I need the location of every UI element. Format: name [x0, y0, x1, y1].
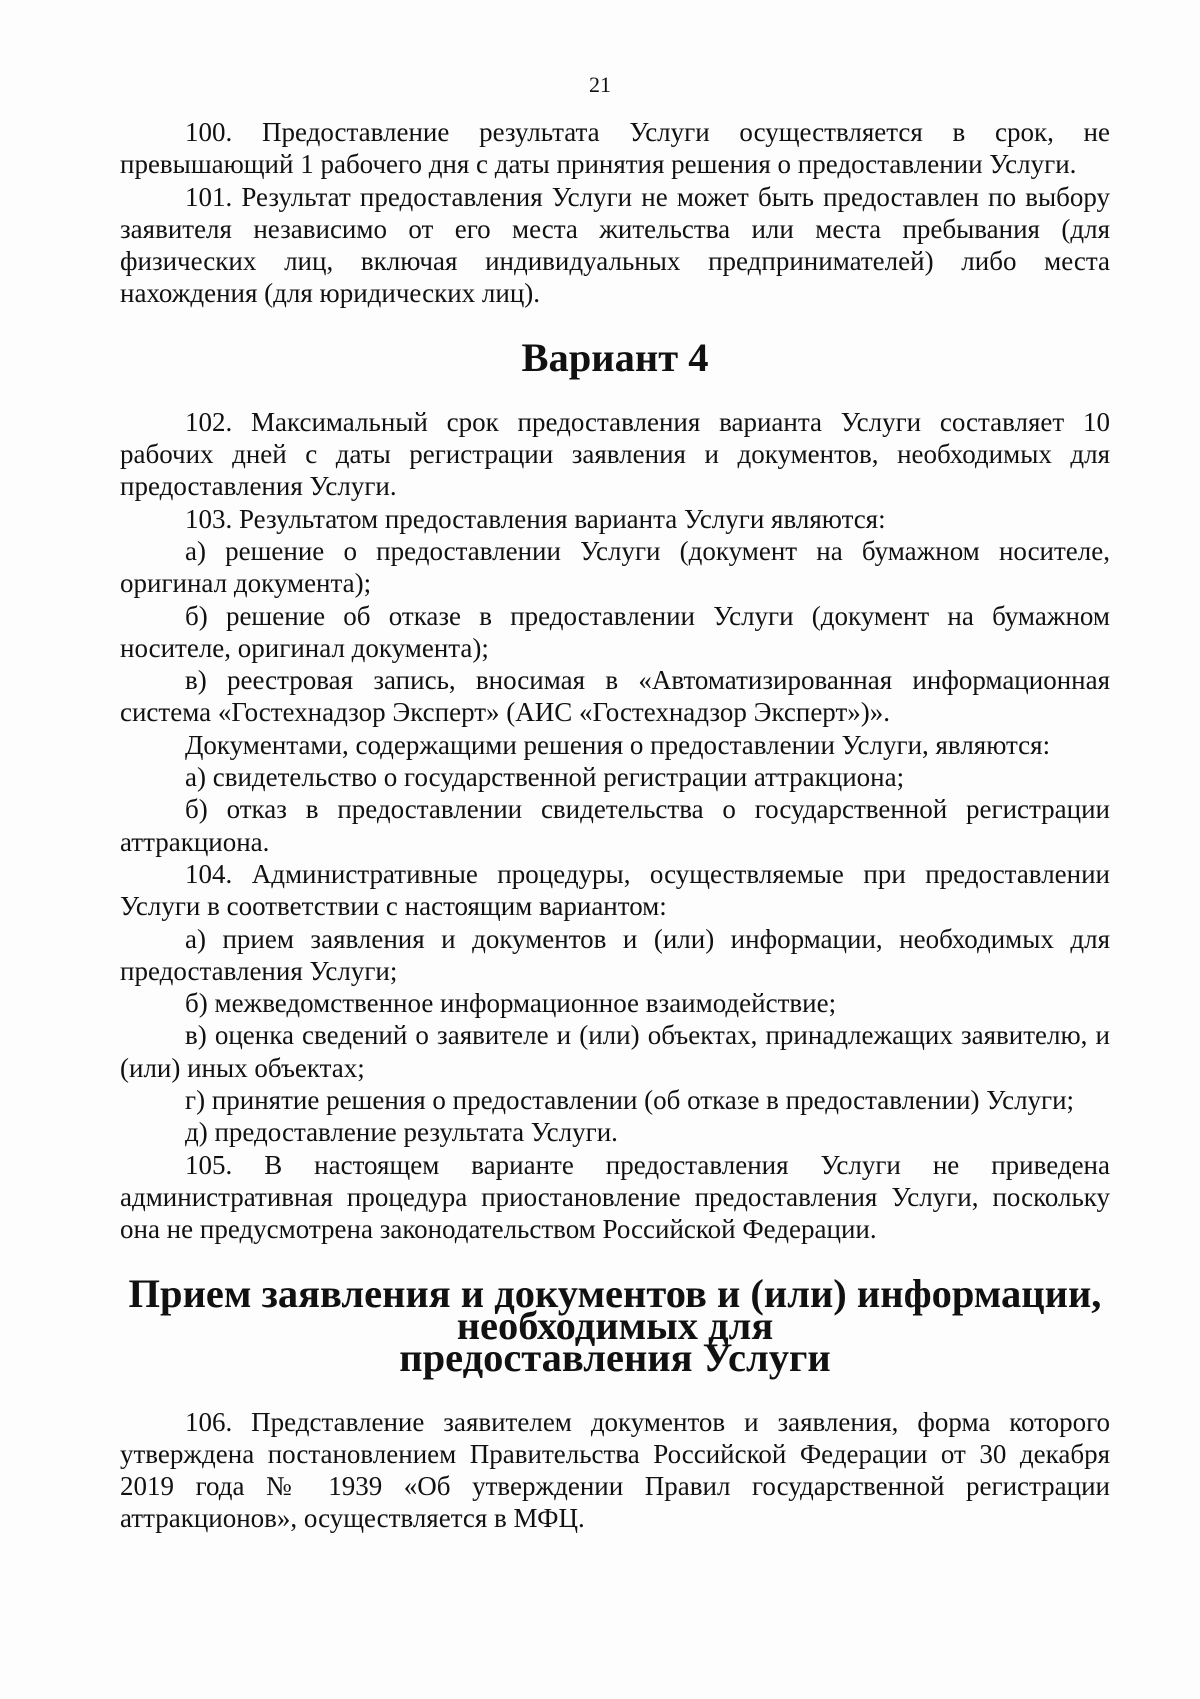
paragraph-104-g: г) принятие решения о предоставлении (об отказе в предоставлении) Услуги;: [185, 1085, 1075, 1116]
paragraph-104-a: а) прием заявления и документов и (или) информации, необходимых для предоставления Услуги;: [120, 923, 1110, 986]
heading-section-line-1: Прием заявления и документов и (или) информации, необходимых для: [128, 1270, 1102, 1348]
paragraph-104: 104. Административные процедуры, осуществляемые при предоставлении Услуги в соответствии с настоящим вариантом:: [120, 858, 1110, 922]
paragraph-103: 103. Результатом предоставления варианта Услуги являются:: [185, 503, 886, 534]
paragraph-101: 101. Результат предоставления Услуги не может быть предоставлен по выбору заявителя независимо от его места жительства или места пребывания (для физических лиц, включая индивидуальных предпринимателей) либо места нахождения (для юридических лиц).: [120, 181, 1110, 309]
document-body: [120, 116, 1110, 1535]
paragraph-103-a: а) решение о предоставлении Услуги (документ на бумажном носителе, оригинал документа);: [120, 535, 1110, 599]
paragraph-104-d: д) предоставление результата Услуги.: [185, 1117, 618, 1148]
paragraph-documents-b: б) отказ в предоставлении свидетельства о государственной регистрации аттракциона.: [120, 794, 1110, 857]
paragraph-106: 106. Представление заявителем документов и заявления, форма которого утверждена постановлением Правительства Российской Федерации от 30 декабря 2019 года № 1939 «Об утверждении Правил государственной регистрации аттракционов», осуществляется в МФЦ.: [120, 1406, 1110, 1534]
paragraph-documents-intro: Документами, содержащими решения о предоставлении Услуги, являются:: [185, 729, 1051, 760]
paragraph-102: 102. Максимальный срок предоставления варианта Услуги составляет 10 рабочих дней с даты регистрации заявления и документов, необходимых для предоставления Услуги.: [120, 406, 1110, 502]
heading-variant-4: Вариант 4: [521, 334, 709, 380]
paragraph-103-b: б) решение об отказе в предоставлении Услуги (документ на бумажном носителе, оригинал документа);: [120, 600, 1110, 663]
paragraph-104-v: в) оценка сведений о заявителе и (или) объектах, принадлежащих заявителю, и (или) иных объектах;: [120, 1020, 1110, 1083]
paragraph-105: 105. В настоящем варианте предоставления Услуги не приведена административная процедура приостановление предоставления Услуги, поскольку она не предусмотрена законодательством Российской Федерации.: [120, 1149, 1110, 1245]
paragraph-104-b: б) межведомственное информационное взаимодействие;: [185, 988, 837, 1019]
heading-section-line-2: предоставления Услуги: [399, 1334, 831, 1380]
paragraph-documents-a: а) свидетельство о государственной регистрации аттракциона;: [185, 762, 905, 793]
paragraph-100: 100. Предоставление результата Услуги осуществляется в срок, не превышающий 1 рабочего дня с даты принятия решения о предоставлении Услуги.: [120, 117, 1110, 180]
paragraph-103-v: в) реестровая запись, вносимая в «Автоматизированная информационная система «Гостехнадзор Эксперт» (АИС «Гостехнадзор Эксперт»)».: [120, 665, 1110, 728]
page-number: 21: [589, 72, 611, 97]
